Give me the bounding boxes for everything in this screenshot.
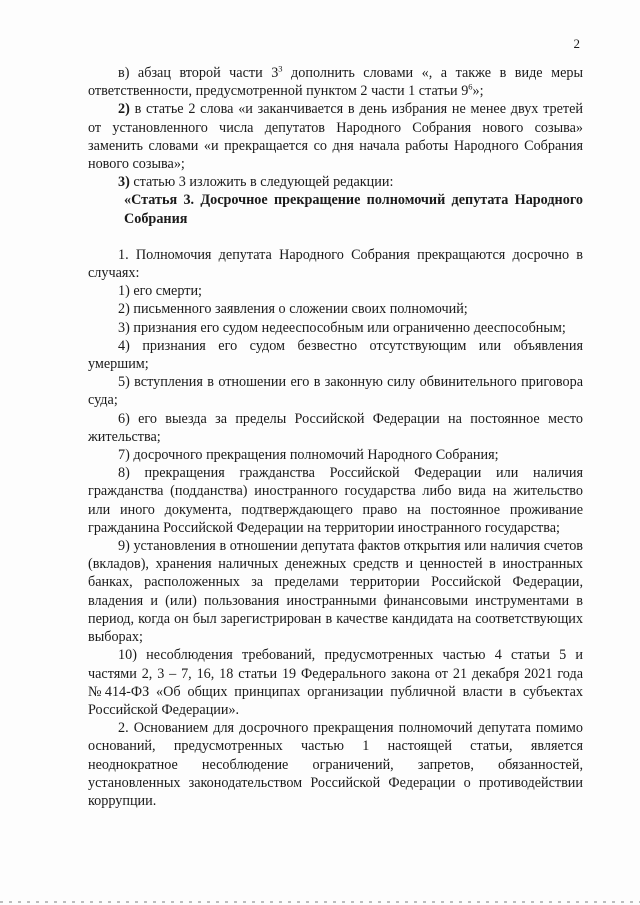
list-item: 4) признания его судом безвестно отсутствующим или объявления умершим;: [88, 337, 583, 373]
paragraph-3: [88, 173, 583, 191]
scan-artifact-line: [0, 901, 640, 903]
list-item: 9) установления в отношении депутата фактов открытия или наличия счетов (вкладов), хранения наличных денежных средств и ценностей в иностранных банках, расположенных за пределами территории Российской Федерации, владения и (или) пользования иностранными финансовыми инструментами в период, когда он был зарегистрирован в качестве кандидата на соответствующих выборах;: [88, 538, 583, 646]
paragraph-2-marker: 2): [118, 101, 130, 118]
paragraph-v-text-a: в) абзац второй части 3: [118, 65, 279, 81]
document-body: [88, 64, 583, 810]
article-title: «Статья 3. Досрочное прекращение полномочий депутата Народного Собрания: [124, 192, 583, 227]
list-item: 5) вступления в отношении его в законную силу обвинительного приговора суда;: [88, 374, 583, 409]
list-item: 10) несоблюдения требований, предусмотренных частью 4 статьи 5 и частями 2, 3 – 7, 16, 18 статьи 19 Федерального закона от 21 декабря 2021 года №414-ФЗ «Об общих принципах организации публичной власти в субъектах Российской Федерации».: [88, 647, 583, 718]
paragraph-v: [88, 64, 583, 100]
paragraph-3-marker: 3): [118, 174, 130, 191]
superscript-a: 3: [278, 63, 283, 74]
superscript-b: 6: [468, 81, 473, 92]
list-item: 6) его выезда за пределы Российской Федерации на постоянное место жительства;: [88, 410, 583, 445]
paragraph-2-text: в статье 2 слова «и заканчивается в день избрания не менее двух третей от установленного числа депутатов Народного Собрания нового созыва» заменить словами «и прекращается со дня начала работы Народного Собрания нового созыва»;: [88, 101, 583, 173]
list-item: 2) письменного заявления о сложении своих полномочий;: [118, 301, 468, 318]
paragraph-v-text-b: дополнить словами «, а также в виде меры ответственности, предусмотренной пунктом 2 части 1 статьи 9: [88, 65, 583, 100]
paragraph-3-text: статью 3 изложить в следующей редакции:: [129, 174, 394, 191]
list-item: 7) досрочного прекращения полномочий Народного Собрания;: [118, 447, 499, 464]
list-item: 1) его смерти;: [118, 283, 202, 300]
list-item: 8) прекращения гражданства Российской Федерации или наличия гражданства (подданства) иностранного государства либо вида на жительство или иного документа, подтверждающего право на постоянное проживание гражданина Российской Федерации на территории иностранного государства;: [88, 465, 583, 536]
paragraph-v-text-c: »;: [472, 83, 484, 100]
paragraph-2: [88, 100, 583, 173]
point-2: 2. Основанием для досрочного прекращения полномочий депутата помимо оснований, предусмотренных частью 1 настоящей статьи, является неоднократное несоблюдение ограничений, запретов, обязанностей, установленных законодательством Российской Федерации о противодействии коррупции.: [88, 720, 583, 809]
list-item: 3) признания его судом недееспособным или ограниченно дееспособным;: [118, 319, 566, 336]
point-1-intro: 1. Полномочия депутата Народного Собрания прекращаются досрочно в случаях:: [88, 246, 583, 282]
page-number: 2: [573, 36, 580, 51]
